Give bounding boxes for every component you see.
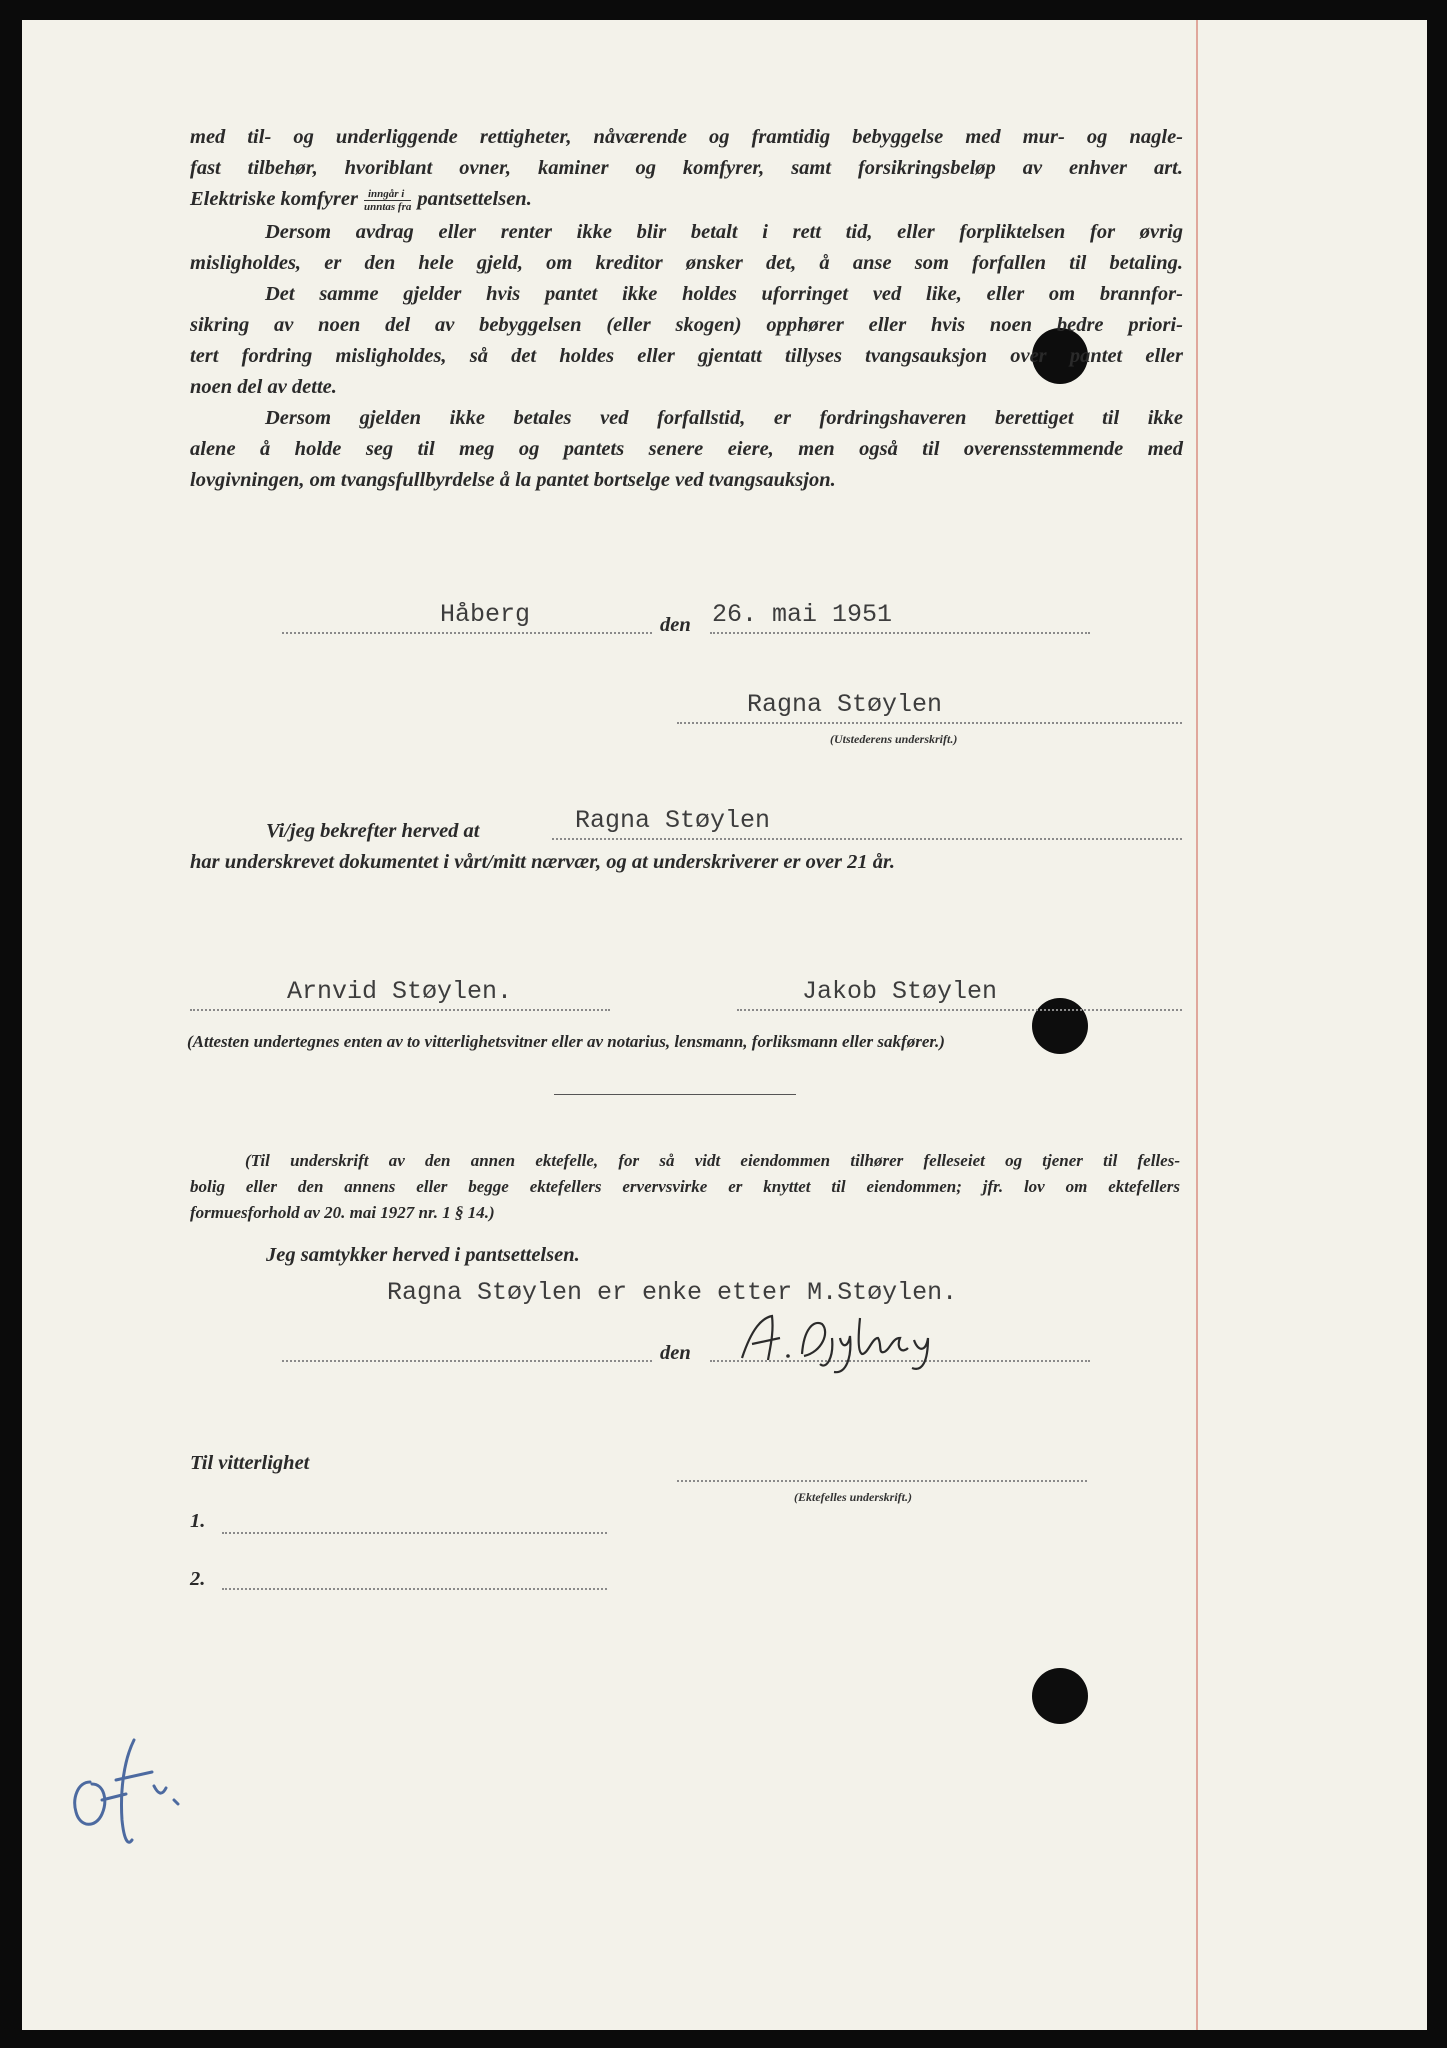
fraction-top: inngår i	[364, 188, 411, 201]
date-line	[710, 632, 1090, 634]
collection-line-1: Dersom gjelden ikke betales ved forfallstid, er fordringshaveren berettiget til ikke	[265, 407, 1183, 429]
witness-line-2	[222, 1588, 607, 1590]
insurance-paragraph	[190, 279, 1183, 403]
attestation-line-2: har underskrevet dokumentet i vårt/mitt nærvær, og at underskriverer er over 21 år.	[190, 851, 895, 873]
witness-heading: Til vitterlighet	[190, 1452, 310, 1474]
collection-line-3: lovgivningen, om tvangsfullbyrdelse å la pantet bortselge ved tvangsauksjon.	[190, 469, 836, 491]
spouse-note-line-1: (Til underskrift av den annen ektefelle, for så vidt eiendommen tilhører felleseiet og tjener til felles-	[245, 1151, 1180, 1170]
consent-typed-note: Ragna Støylen er enke etter M.Støylen.	[387, 1278, 958, 1307]
clause-line-3	[190, 184, 1183, 215]
witness-1-line	[190, 1009, 610, 1011]
binder-hole-middle	[1032, 998, 1088, 1054]
clause-line-3-end: pantsettelsen.	[417, 188, 532, 210]
issuer-signature-line	[677, 722, 1182, 724]
insurance-line-3: tert fordring misligholdes, så det holdes eller gjentatt tillyses tvangsauksjon over pantet eller	[190, 345, 1183, 367]
witness-1-name: Arnvid Støylen.	[287, 977, 513, 1006]
section-divider	[554, 1094, 796, 1095]
margin-mark	[62, 1720, 212, 1860]
spouse-note-line-2: bolig eller den annens eller begge ektefellers ervervsvirke er knyttet til eiendommen; jfr. lov om ektefellers	[190, 1177, 1180, 1196]
witness-2-line	[737, 1009, 1182, 1011]
clause-line-1: med til- og underliggende rettigheter, nåværende og framtidig bebyggelse med mur- og nagle-	[190, 126, 1183, 148]
clause-paragraph	[190, 122, 1183, 215]
witness-note: (Attesten undertegnes enten av to vitterlighetsvitner eller av notarius, lensmann, forliksmann eller sakfører.)	[187, 1032, 945, 1051]
fraction-choice	[364, 188, 411, 213]
place-value: Håberg	[440, 600, 531, 629]
clause-line-2: fast tilbehør, hvoriblant ovner, kaminer og komfyrer, samt forsikringsbeløp av enhver art.	[190, 157, 1183, 179]
attestation-line	[552, 838, 1182, 840]
default-line-2: misligholdes, er den hele gjeld, om kreditor ønsker det, å anse som forfallen til betaling.	[190, 252, 1183, 274]
spouse-note	[190, 1148, 1180, 1226]
binder-hole-bottom	[1032, 1668, 1088, 1724]
collection-paragraph	[190, 403, 1183, 496]
default-line-1: Dersom avdrag eller renter ikke blir betalt i rett tid, eller forpliktelsen for øvrig	[265, 221, 1183, 243]
consent-text: Jeg samtykker herved i pantsettelsen.	[266, 1244, 580, 1266]
attestation-name: Ragna Støylen	[575, 806, 771, 835]
spouse-signature-line	[677, 1480, 1087, 1482]
spouse-note-line-3: formuesforhold av 20. mai 1927 nr. 1 § 14.)	[190, 1203, 495, 1222]
document-page	[22, 20, 1427, 2030]
date-value: 26. mai 1951	[712, 600, 893, 629]
insurance-line-2: sikring av noen del av bebyggelsen (eller skogen) opphører eller hvis noen bedre priori-	[190, 314, 1183, 336]
issuer-name: Ragna Støylen	[747, 690, 943, 719]
witness-number-2: 2.	[190, 1568, 206, 1590]
place-line	[282, 632, 652, 634]
fraction-bottom: unntas fra	[363, 200, 412, 213]
clause-line-3-start: Elektriske komfyrer	[190, 188, 358, 210]
spouse-caption: (Ektefelles underskrift.)	[794, 1490, 912, 1504]
collection-line-2: alene å holde seg til meg og pantets senere eiere, men også til overensstemmende med	[190, 438, 1183, 460]
witness-number-1: 1.	[190, 1510, 206, 1532]
insurance-line-4: noen del av dette.	[190, 376, 337, 398]
issuer-caption: (Utstederens underskrift.)	[830, 732, 958, 746]
consent-den-label: den	[660, 1342, 691, 1364]
consent-place-line	[282, 1360, 652, 1362]
default-paragraph	[190, 217, 1183, 279]
witness-line-1	[222, 1532, 607, 1534]
spouse-signature	[722, 1308, 1022, 1378]
margin-rule	[1196, 20, 1198, 2030]
witness-2-name: Jakob Støylen	[802, 977, 998, 1006]
den-label: den	[660, 614, 691, 636]
attestation-prefix: Vi/jeg bekrefter herved at	[266, 820, 480, 842]
insurance-line-1: Det samme gjelder hvis pantet ikke holdes uforringet ved like, eller om brannfor-	[265, 283, 1183, 305]
